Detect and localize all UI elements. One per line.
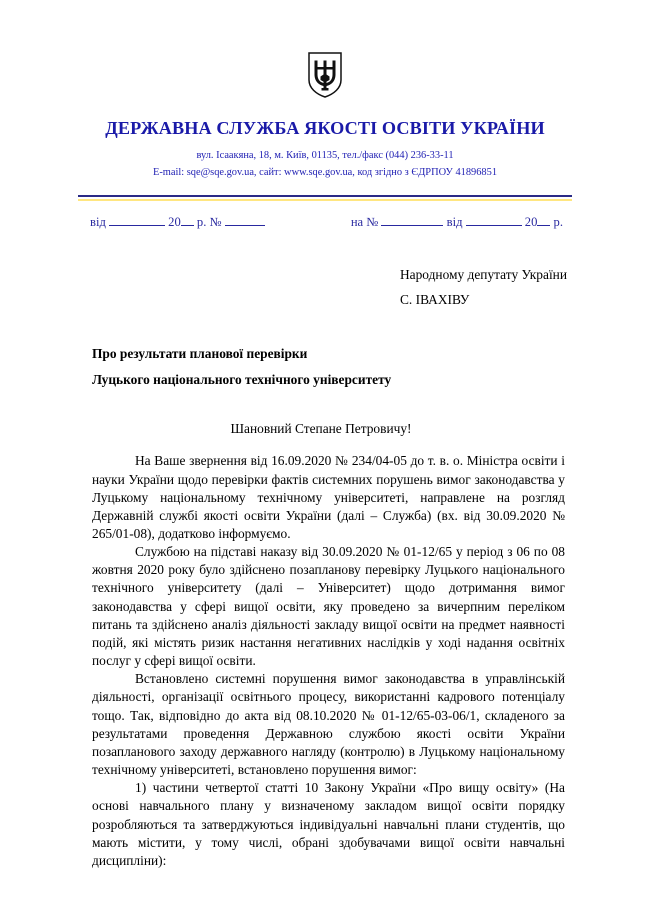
incoming-date-label: від [446,214,463,229]
subject-block [92,341,650,393]
body-paragraph-2: Службою на підставі наказу від 30.09.2020 № 01-12/65 у період з 06 по 08 жовтня 2020 року було здійснено позапланову перевірку Луцького національного технічного університету (далі – Університет) щодо дотримання вимог законодавства у сфері вищої освіти, яку проведено за вичерпним переліком питань та здійснено аналіз діяльності закладу вищої освіти на предмет наявності подій, які містять ризик настання негативних наслідків у ході надання освітніх послуг у сфері вищої освіти. [92,544,565,669]
letter-body [92,452,565,870]
outgoing-date-blank[interactable] [109,225,165,226]
outgoing-year-blank[interactable] [181,225,194,226]
body-paragraph-3: Встановлено системні порушення вимог законодавства в управлінській діяльності, організації освітнього процесу, використанні кадрового потенціалу тощо. Так, відповідно до акта від 08.10.2020 № 01-12/65-03-06/1, складеного за результатами проведення Державною службою якості освіти України позапланового заходу державного нагляду (контролю) в Луцькому національному технічному університеті, встановлено порушення вимог: [92,671,565,778]
incoming-year-blank[interactable] [537,225,550,226]
addressee-block [0,264,602,311]
incoming-year: 20 [524,214,538,229]
addressee-role: Народному депутату України [400,266,568,282]
outgoing-reference [85,215,265,230]
header-divider [78,195,572,202]
incoming-number-blank[interactable] [381,225,443,226]
incoming-prefix: на № [350,214,379,229]
outgoing-number-label: р. № [196,214,222,229]
address-line: вул. Ісаакяна, 18, м. Київ, 01135, тел./факс (044) 236-33-11 [196,150,454,161]
organization-title: ДЕРЖАВНА СЛУЖБА ЯКОСТІ ОСВІТИ УКРАЇНИ [105,118,545,138]
subject-line-1: Про результати планової перевірки [92,346,308,362]
subject-line-2: Луцького національного технічного університету [92,372,392,388]
ukrainian-trident-coat-of-arms-icon [308,52,342,98]
outgoing-number-blank[interactable] [225,225,265,226]
incoming-date-blank[interactable] [466,225,522,226]
addressee-name: С. ІВАХІВУ [400,292,470,308]
letterhead [0,0,650,182]
reference-row [85,215,565,230]
contact-line: E-mail: sqe@sqe.gov.ua, сайт: www.sqe.gov.ua, код згідно з ЄДРПОУ 41896851 [152,166,498,178]
body-paragraph-1: На Ваше звернення від 16.09.2020 № 234/04-05 до т. в. о. Міністра освіти і науки України щодо перевірки фактів системних порушень вимог законодавства у Луцькому національному технічному університеті, направлене на розгляд Державній службі якості освіти України (далі – Служба) (вх. від 30.09.2020 № 265/01-08), додатково інформуємо. [92,453,565,541]
incoming-reference [351,215,565,230]
outgoing-year: 20 [168,214,181,229]
salutation: Шановний Степане Петровичу! [230,421,412,437]
violation-item-1: 1) частини четвертої статті 10 Закону України «Про вищу освіту» (На основі навчального плану у визначеному закладом вищої освіти порядку розробляються та затверджуються індивідуальні навчальні плани студентів, що мають містити, у тому числі, обрані здобувачами вищої освіти навчальні дисципліни): [92,780,565,868]
incoming-year-suffix: р. [553,214,563,229]
divider-gold-bar [78,199,572,201]
outgoing-prefix: від [90,214,106,229]
